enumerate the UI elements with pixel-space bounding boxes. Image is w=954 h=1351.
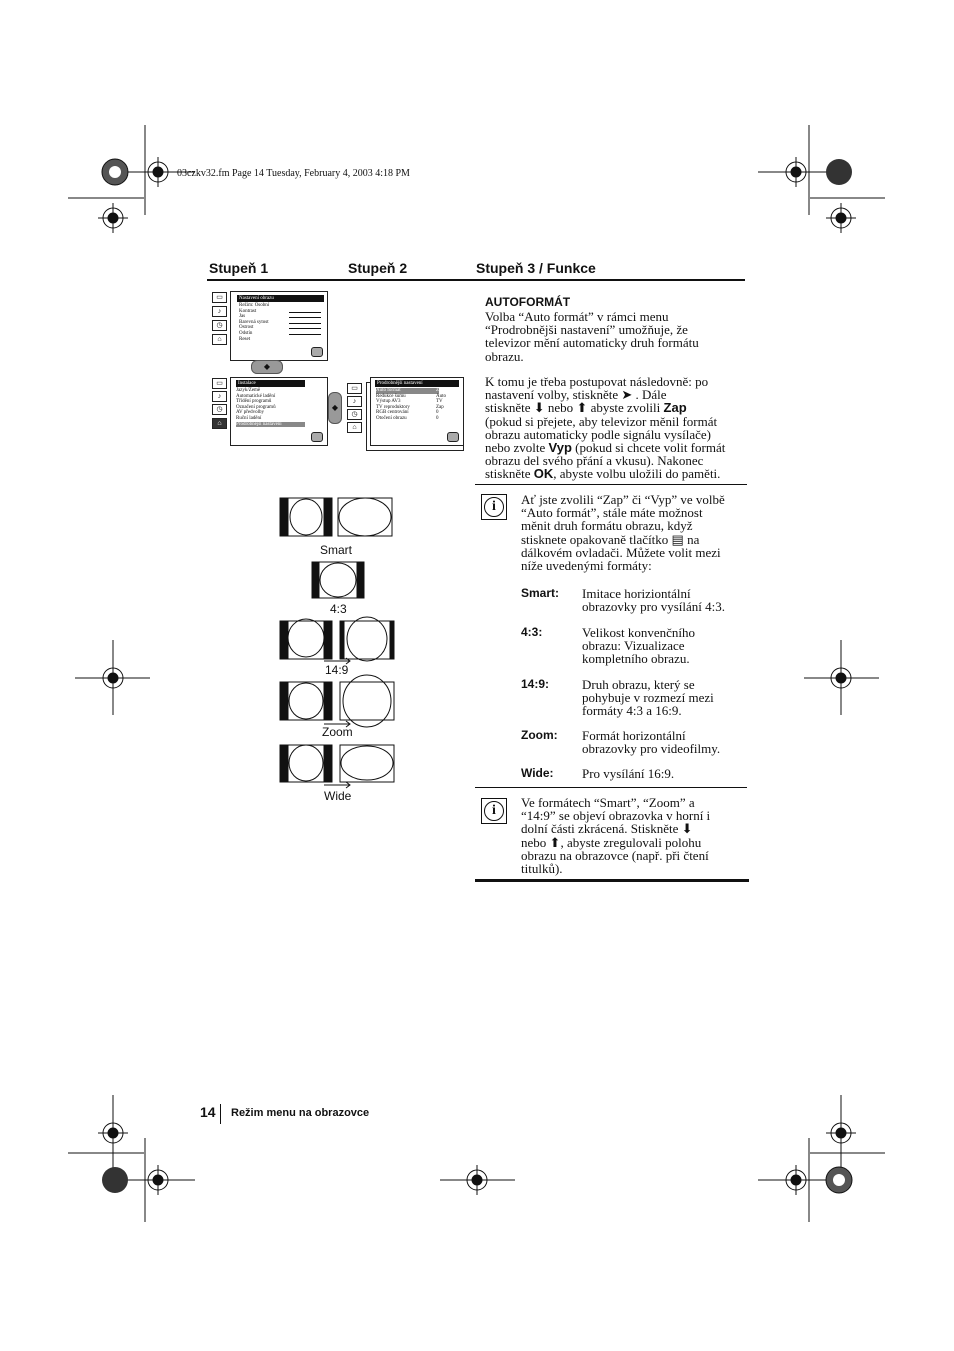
- menu-item-label: Auto formát: [376, 388, 401, 393]
- def-wide: Pro vysílání 16:9.: [582, 766, 675, 781]
- menu-item-label: Automatické ladění: [236, 393, 276, 399]
- right-arrow-icon: ◆: [328, 392, 342, 424]
- up-arrow-icon: ⬆: [576, 400, 588, 416]
- menu-item-label: Prodrobnější nastavení: [236, 421, 282, 427]
- column-step2: Stupeň 2: [348, 260, 408, 276]
- 43-diagram: [312, 562, 364, 598]
- setup-tab-icon: ⌂: [212, 418, 227, 429]
- format-label-zoom: Zoom: [322, 725, 353, 739]
- menu-item-value: Zap: [436, 404, 444, 410]
- sound-tab-icon: ♪: [212, 391, 227, 402]
- slider-bar: [289, 317, 321, 318]
- menu-item-label: Ruční ladění: [236, 415, 262, 421]
- slider-bar: [289, 312, 321, 313]
- menu-item-label: Kontrast: [239, 308, 257, 314]
- picture-menu-items: [239, 303, 327, 342]
- file-header: 03czkv32.fm Page 14 Tuesday, February 4, 2003 4:18 PM: [177, 168, 410, 179]
- menu-item-label: Redukce šumu: [376, 393, 406, 399]
- menu-item-label: AV předvolby: [236, 410, 265, 416]
- column-step3: Stupeň 3 / Funkce: [476, 260, 596, 276]
- term-zoom: Zoom:: [521, 728, 558, 742]
- info-icon: i: [481, 494, 507, 520]
- term-149: 14:9:: [521, 677, 550, 691]
- format-button-icon: ▤: [671, 531, 684, 547]
- menu-item: [239, 337, 327, 343]
- menu-item-label: RGB centrování: [376, 410, 409, 416]
- section-end-rule: [475, 879, 749, 882]
- ok-icon: [447, 432, 459, 442]
- ok-icon: [311, 432, 323, 442]
- picture-menu: [230, 291, 328, 361]
- format-label-wide: Wide: [324, 789, 352, 803]
- format-label-43: 4:3: [330, 602, 347, 616]
- info-icon: i: [481, 798, 507, 824]
- picture-tab-icon: ▭: [212, 378, 227, 389]
- page-number: 14: [200, 1104, 216, 1120]
- picture-tab-icon: ▭: [347, 383, 362, 394]
- term-smart: Smart:: [521, 586, 560, 600]
- menu-item-value: TV: [436, 399, 443, 405]
- def-43: Velikost konvenčního obrazu: Vizualizace kompletního obrazu.: [582, 625, 696, 666]
- intro-paragraph: Volba “Auto formát” v rámci menu “Prodrobnějši nastavení” umožňuje, že televizor mění automaticky druh formátu obrazu.: [485, 309, 699, 364]
- ok-icon: [311, 347, 323, 357]
- section-rule: [475, 787, 747, 788]
- detailed-settings-menu: [370, 377, 464, 446]
- down-arrow-icon: ⬇: [681, 821, 693, 837]
- setup-tab-icon: ⌂: [212, 334, 227, 345]
- menu-item-label: Odstín: [239, 330, 253, 336]
- menu-item: [236, 422, 305, 428]
- column-step1: Stupeň 1: [209, 260, 269, 276]
- footer-divider: [220, 1104, 221, 1124]
- down-arrow-icon: ◆: [251, 360, 283, 374]
- up-arrow-icon: ⬆: [549, 834, 561, 850]
- installation-menu: [230, 377, 328, 446]
- def-smart: Imitace horiziontální obrazovky pro vysílání 4:3.: [582, 586, 725, 614]
- format-label-149: 14:9: [325, 663, 349, 677]
- menu-item-value: 0: [436, 415, 439, 421]
- menu-item-label: Reset: [239, 336, 251, 342]
- menu-item-label: Jas: [239, 314, 246, 320]
- note-formats: Ať jste zvolili “Zap” či “Vyp” ve volbě “Auto formát”, stále máte možnost měnit druh formátu obrazu, když stisknete opakovaně tlačítko ▤ na dálkovém ovladači. Můžete volit mezi níže uvedenými formáty:: [521, 492, 725, 574]
- def-zoom: Formát horizontální obrazovky pro videofilmy.: [582, 728, 721, 756]
- picture-menu-title: Nastavení obrazu: [237, 295, 324, 302]
- picture-tab-icon: ▭: [212, 292, 227, 303]
- menu-item-label: Výstup AV3: [376, 399, 401, 405]
- footer-section-name: Režim menu na obrazovce: [231, 1107, 370, 1119]
- setup-tab-icon: ⌂: [347, 422, 362, 433]
- menu-item-label: Barevná sytost: [239, 319, 269, 325]
- 149-diagram: [280, 617, 394, 664]
- zoom-diagram: [280, 675, 394, 727]
- installation-menu-items: [236, 388, 327, 427]
- menu-item-label: Režim: Osobní: [239, 303, 270, 308]
- slider-bar: [289, 323, 321, 324]
- slider-bar: [289, 328, 321, 329]
- sound-tab-icon: ♪: [347, 396, 362, 407]
- detailed-settings-title: Prodrobnější nastavení: [375, 380, 459, 387]
- right-arrow-icon: ➤: [621, 387, 633, 403]
- format-label-smart: Smart: [320, 543, 353, 557]
- sound-tab-icon: ♪: [212, 306, 227, 317]
- menu-item-label: Jazyk/Země: [236, 388, 261, 393]
- timer-tab-icon: ◷: [212, 404, 227, 415]
- menu-item-value: Auto: [436, 393, 446, 399]
- section-title: AUTOFORMÁT: [485, 295, 571, 309]
- wide-diagram: [280, 745, 394, 788]
- menu-item-label: Třídění programů: [236, 399, 272, 405]
- menu-item-label: Označení programů: [236, 404, 276, 410]
- menu-item-value: 0: [436, 410, 439, 416]
- detailed-settings-items: [376, 388, 463, 422]
- term-43: 4:3:: [521, 625, 543, 639]
- procedure-paragraph: K tomu je třeba postupovat následovně: po nastavení volby, stiskněte ➤ . Dále stiskněte ⬇ nebo ⬆ abyste zvolili Zap (pokud si přejete, aby televizor měnil formát obrazu automaticky podle signálu vysílače) nebo zvolte Vyp (pokud si chcete volit formát obrazu del svého přání a vkusu). Nakonec stiskněte OK, abyste volbu uložili do paměti.: [485, 374, 726, 482]
- section-rule: [475, 484, 747, 485]
- menu-item: [376, 416, 463, 422]
- down-arrow-icon: ⬇: [533, 400, 545, 416]
- menu-item-value: Zap: [436, 388, 444, 393]
- menu-item-label: Ostrost: [239, 325, 254, 331]
- timer-tab-icon: ◷: [347, 409, 362, 420]
- installation-menu-title: Instalace: [236, 380, 305, 387]
- term-wide: Wide:: [521, 766, 554, 780]
- note-position: Ve formátech “Smart”, “Zoom” a “14:9” se objeví obrazovka v horní i dolní části zkrácená. Stiskněte ⬇ nebo ⬆, abyste zregulovali polohu obrazu na obrazovce (např. při čtení titulků).: [521, 795, 711, 877]
- menu-item-label: TV reproduktory: [376, 404, 410, 410]
- def-149: Druh obrazu, který se pohybuje v rozmezí mezi formáty 4:3 a 16:9.: [582, 677, 714, 718]
- timer-tab-icon: ◷: [212, 320, 227, 331]
- header-rule: [207, 279, 745, 281]
- slider-bar: [289, 334, 321, 335]
- smart-diagram: [280, 498, 392, 536]
- menu-item-label: Otočení obrazu: [376, 415, 407, 421]
